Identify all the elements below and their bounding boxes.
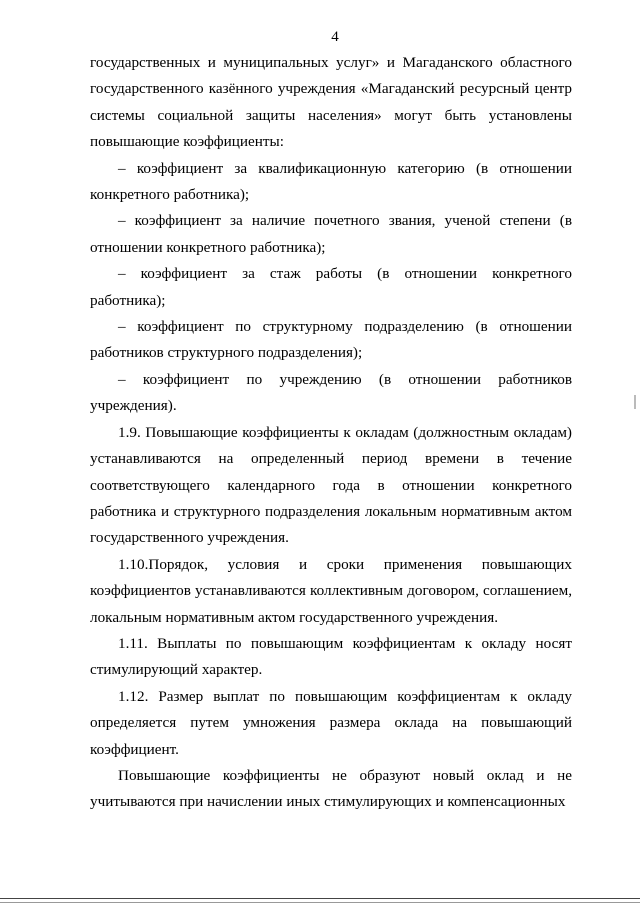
list-item-structural-unit: – коэффициент по структурному подразделению (в отношении работников структурного подразделения); [90,318,572,362]
paragraph-1-12: 1.12. Размер выплат по повышающим коэффициентам к окладу определяется путем умножения размера оклада на повышающий коэффициент. [90,687,572,758]
paragraph-intro-continuation: государственных и муниципальных услуг» и Магаданского областного государственного казённого учреждения «Магаданский ресурсный центр системы социальной защиты населения» могут быть установлены повышающие коэффициенты: [90,54,572,151]
page-number: 4 [331,29,339,45]
paragraph-coefficients-note: Повышающие коэффициенты не образуют новый оклад и не учитываются при начислении иных стимулирующих и компенсационных [90,766,572,811]
page-bottom-border [0,898,640,899]
list-item-qualification: – коэффициент за квалификационную категорию (в отношении конкретного работника); [90,159,572,204]
list-item-institution: – коэффициент по учреждению (в отношении работников учреждения). [90,370,572,415]
scan-edge-mark [634,395,636,409]
page-bottom-border-shadow [0,902,640,903]
paragraph-1-9: 1.9. Повышающие коэффициенты к окладам (должностным окладам) устанавливаются на определенный период времени в течение соответствующего календарного года в отношении конкретного работника и структурного подразделения локальным нормативным актом государственного учреждения. [90,423,572,547]
list-item-seniority: – коэффициент за стаж работы (в отношении конкретного работника); [90,265,572,309]
list-item-honorary-title: – коэффициент за наличие почетного звания, ученой степени (в отношении конкретного работника); [90,212,572,256]
paragraph-1-10: 1.10.Порядок, условия и сроки применения повышающих коэффициентов устанавливаются коллективным договором, соглашением, локальным нормативным актом государственного учреждения. [90,555,572,626]
document-body [90,50,572,816]
paragraph-1-11: 1.11. Выплаты по повышающим коэффициентам к окладу носят стимулирующий характер. [90,634,572,679]
